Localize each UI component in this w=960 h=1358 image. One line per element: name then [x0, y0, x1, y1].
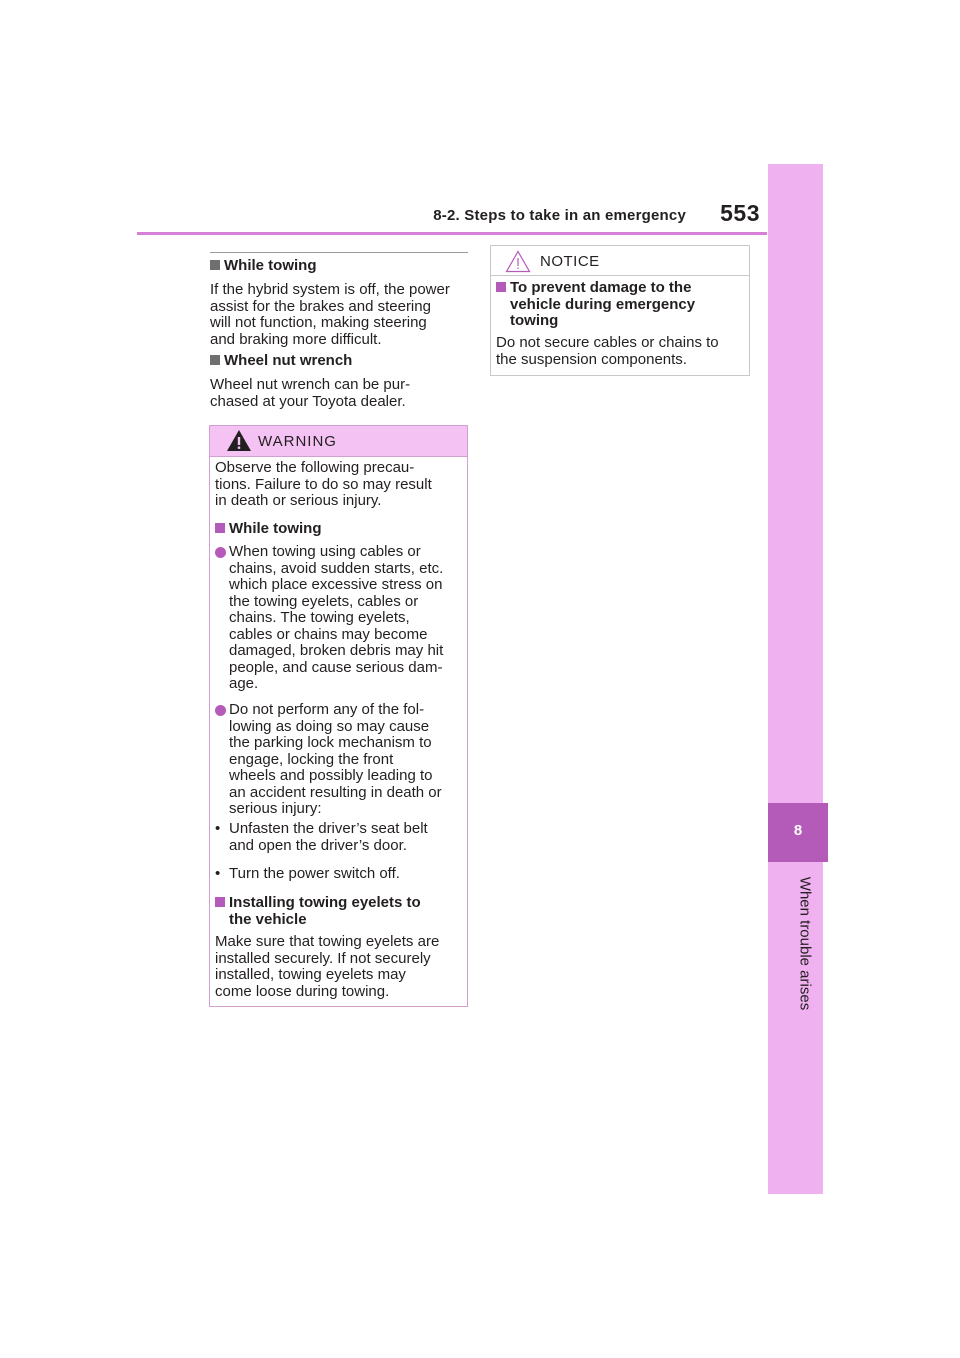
chapter-label: When trouble arises — [796, 876, 814, 1011]
while-towing-text — [210, 282, 472, 348]
text-line: will not function, making steering — [210, 314, 427, 331]
square-bullet-icon — [215, 523, 225, 533]
text-line: and open the driver’s door. — [229, 836, 407, 854]
text-line: cables or chains may become — [229, 625, 428, 643]
text-line: in death or serious injury. — [215, 492, 382, 509]
text-line: lowing as doing so may cause — [229, 717, 430, 735]
text-line: the towing eyelets, cables or — [229, 592, 419, 610]
warning-title: WARNING — [258, 433, 337, 450]
wheel-nut-wrench-text — [210, 377, 472, 410]
square-bullet-icon — [210, 260, 220, 270]
square-bullet-icon — [210, 355, 220, 365]
dot-bullet-icon: • — [215, 865, 221, 882]
warning-bullet-parking-lock — [215, 702, 467, 818]
text-line: age. — [229, 675, 259, 692]
text-line: wheels and possibly leading to — [229, 767, 433, 784]
text-line: damaged, broken debris may hit — [229, 642, 444, 659]
warning-sub-seat-belt — [215, 821, 467, 854]
text-line: When towing using cables or — [229, 543, 421, 560]
text-line: Make sure that towing eyelets are — [215, 933, 440, 950]
text-line: Turn the power switch off. — [229, 865, 400, 882]
square-bullet-icon — [496, 282, 506, 292]
page-number: 553 — [720, 200, 760, 226]
section-title: 8-2. Steps to take in an emergency — [433, 207, 686, 224]
warning-triangle-icon — [226, 429, 252, 452]
text-line: an accident resulting in death or — [229, 783, 442, 801]
caution-triangle-icon — [505, 250, 531, 273]
while-towing-heading: While towing — [210, 258, 316, 275]
chapter-side-tab — [768, 164, 823, 1194]
text-line: serious injury: — [229, 800, 322, 817]
text-line: Observe the following precau- — [215, 459, 415, 476]
header-rule — [137, 232, 767, 235]
warning-towing-heading: While towing — [215, 521, 321, 538]
text-line: come loose during towing. — [215, 982, 390, 1000]
text-line: installed, towing eyelets may — [215, 966, 406, 983]
text-line: chased at your Toyota dealer. — [210, 392, 406, 410]
text-line: installed securely. If not securely — [215, 949, 431, 967]
text-line: chains, avoid sudden starts, etc. — [229, 559, 444, 577]
square-bullet-icon — [215, 897, 225, 907]
text-line: Do not secure cables or chains to — [496, 334, 719, 351]
warning-intro — [215, 460, 465, 510]
text-line: Unfasten the driver’s seat belt — [229, 820, 428, 837]
warning-eyelets-heading: Installing towing eyelets to the vehicle — [215, 895, 467, 928]
text-line: Wheel nut wrench can be pur- — [210, 376, 411, 393]
round-bullet-icon — [215, 547, 226, 558]
text-line: assist for the brakes and steering — [210, 297, 431, 315]
text-line: the parking lock mechanism to — [229, 734, 432, 751]
text-line: engage, locking the front — [229, 750, 394, 768]
text-line: chains. The towing eyelets, — [229, 609, 410, 626]
text-line: Do not perform any of the fol- — [229, 701, 425, 718]
chapter-number: 8 — [793, 822, 803, 839]
dot-bullet-icon: • — [215, 820, 221, 837]
round-bullet-icon — [215, 705, 226, 716]
notice-heading: To prevent damage to the vehicle during emergency towing — [496, 280, 746, 330]
notice-text — [496, 335, 746, 368]
text-line: the suspension components. — [496, 350, 687, 368]
wheel-nut-wrench-heading: Wheel nut wrench — [210, 353, 352, 370]
left-column-rule — [210, 252, 468, 253]
text-line: tions. Failure to do so may result — [215, 475, 432, 493]
notice-title: NOTICE — [540, 253, 600, 270]
text-line: people, and cause serious dam- — [229, 658, 443, 676]
notice-header-rule — [491, 275, 749, 276]
warning-sub-power-switch — [215, 866, 467, 883]
text-line: If the hybrid system is off, the power — [210, 281, 450, 298]
text-line: which place excessive stress on — [229, 576, 443, 593]
text-line: and braking more difficult. — [210, 330, 382, 348]
warning-bullet-sudden-starts — [215, 544, 467, 693]
warning-eyelets-text — [215, 934, 467, 1000]
